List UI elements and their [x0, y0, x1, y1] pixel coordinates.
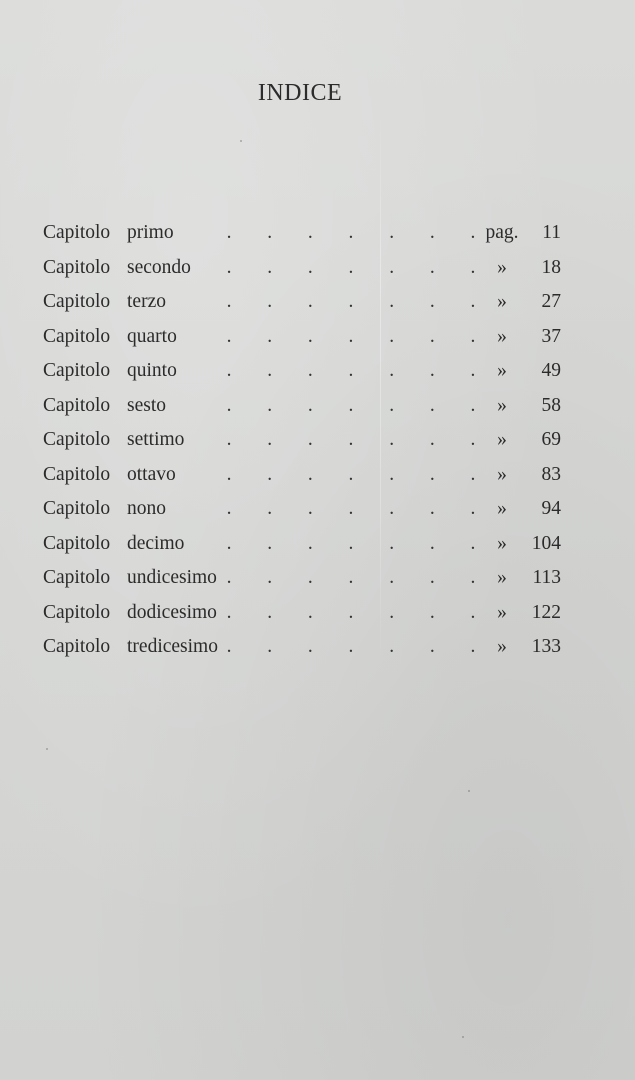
chapter-name: primo — [127, 222, 174, 243]
toc-entry — [0, 527, 635, 562]
page-ref-label: » — [497, 256, 507, 278]
page-number: 58 — [541, 394, 561, 416]
dot-leaders: . . . . . . . — [226, 256, 476, 278]
chapter-word: Capitolo — [43, 429, 111, 450]
dot-leaders: . . . . . . . — [226, 325, 476, 347]
chapter-word: Capitolo — [43, 291, 111, 312]
table-of-contents — [0, 216, 635, 665]
paper-speck — [46, 748, 48, 750]
page-ref-label: » — [497, 360, 507, 381]
page-number: 122 — [531, 601, 561, 623]
toc-entry — [0, 389, 635, 424]
page-number: 83 — [541, 463, 561, 485]
page-number: 113 — [532, 567, 561, 588]
paper-speck — [468, 790, 470, 792]
dot-leaders: . . . . . . . — [226, 222, 476, 243]
page-number: 94 — [541, 498, 561, 519]
page-number: 49 — [541, 360, 561, 381]
toc-entry — [0, 458, 635, 493]
page-ref-label: » — [497, 532, 507, 554]
dot-leaders: . . . . . . . — [226, 636, 476, 657]
dot-leaders: . . . . . . . — [226, 360, 476, 381]
chapter-word: Capitolo — [43, 532, 111, 554]
page-ref-label: » — [497, 636, 507, 657]
chapter-word: Capitolo — [43, 360, 111, 381]
chapter-name: terzo — [127, 291, 166, 312]
page-ref-label: pag. — [485, 222, 519, 243]
chapter-word: Capitolo — [43, 567, 111, 588]
toc-entry — [0, 216, 635, 251]
chapter-word: Capitolo — [43, 601, 111, 623]
toc-entry — [0, 251, 635, 286]
dot-leaders: . . . . . . . — [226, 601, 476, 623]
page-number: 133 — [531, 636, 561, 657]
dot-leaders: . . . . . . . — [226, 394, 476, 416]
chapter-word: Capitolo — [43, 636, 111, 657]
chapter-name: undicesimo — [127, 567, 217, 588]
page-ref-label: » — [497, 567, 507, 588]
dot-leaders: . . . . . . . — [226, 567, 476, 588]
paper-speck — [462, 1036, 464, 1038]
page-ref-label: » — [497, 429, 507, 450]
chapter-word: Capitolo — [43, 256, 111, 278]
page-number: 11 — [542, 222, 561, 243]
toc-entry — [0, 596, 635, 631]
page-number: 69 — [541, 429, 561, 450]
chapter-name: settimo — [127, 429, 185, 450]
chapter-name: dodicesimo — [127, 601, 217, 623]
page-title: INDICE — [257, 80, 343, 106]
toc-entry — [0, 423, 635, 458]
page-number: 18 — [541, 256, 561, 278]
page-ref-label: » — [497, 463, 507, 485]
chapter-word: Capitolo — [43, 394, 111, 416]
dot-leaders: . . . . . . . — [226, 498, 476, 519]
dot-leaders: . . . . . . . — [226, 429, 476, 450]
chapter-word: Capitolo — [43, 498, 111, 519]
chapter-name: decimo — [127, 532, 185, 554]
toc-entry — [0, 354, 635, 389]
chapter-name: secondo — [127, 256, 191, 278]
page-ref-label: » — [497, 498, 507, 519]
chapter-word: Capitolo — [43, 222, 111, 243]
page-ref-label: » — [497, 394, 507, 416]
page-ref-label: » — [497, 325, 507, 347]
chapter-name: tredicesimo — [127, 636, 218, 657]
toc-entry — [0, 492, 635, 527]
page-number: 27 — [541, 291, 561, 312]
toc-entry — [0, 630, 635, 665]
dot-leaders: . . . . . . . — [226, 291, 476, 312]
chapter-name: quinto — [127, 360, 177, 381]
paper-speck — [240, 140, 242, 142]
chapter-name: sesto — [127, 394, 166, 416]
toc-entry — [0, 285, 635, 320]
chapter-word: Capitolo — [43, 325, 111, 347]
page-ref-label: » — [497, 291, 507, 312]
toc-entry — [0, 561, 635, 596]
dot-leaders: . . . . . . . — [226, 532, 476, 554]
chapter-name: quarto — [127, 325, 177, 347]
page-number: 104 — [531, 532, 561, 554]
page-number: 37 — [541, 325, 561, 347]
chapter-name: ottavo — [127, 463, 176, 485]
toc-entry — [0, 320, 635, 355]
dot-leaders: . . . . . . . — [226, 463, 476, 485]
chapter-word: Capitolo — [43, 463, 111, 485]
chapter-name: nono — [127, 498, 166, 519]
page-ref-label: » — [497, 601, 507, 623]
